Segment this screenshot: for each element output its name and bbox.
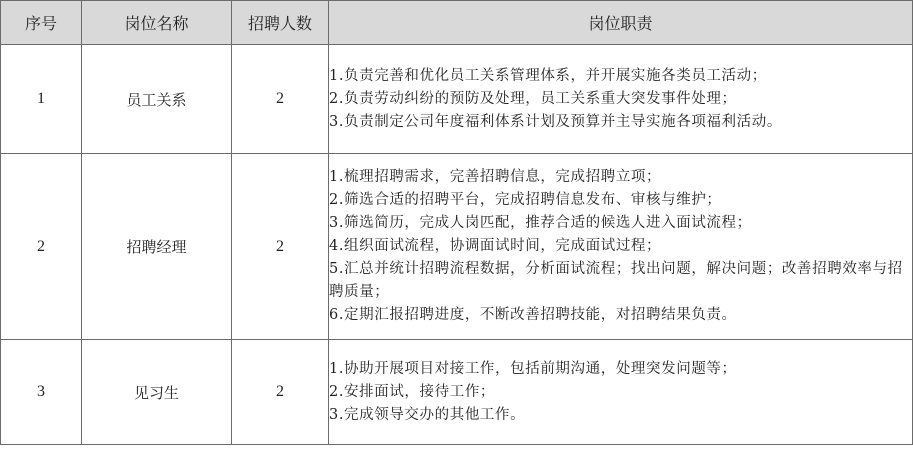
header-position: 岗位名称 [82,1,232,45]
header-duties: 岗位职责 [329,1,913,45]
duty-item: 3.负责制定公司年度福利体系计划及预算并主导实施各项福利活动。 [329,113,782,130]
header-headcount: 招聘人数 [232,1,329,45]
header-row [1,1,913,45]
row-no: 1 [1,45,82,154]
row-headcount: 2 [232,154,329,340]
duty-item: 5.汇总并统计招聘流程数据，分析面试流程；找出问题，解决问题；改善招聘效率与招聘质量； [329,261,903,300]
table-header [1,1,913,45]
row-no: 2 [1,154,82,340]
duty-item: 1.负责完善和优化员工关系管理体系，并开展实施各类员工活动； [329,67,767,84]
duty-item: 3.筛选简历，完成人岗匹配，推荐合适的候选人进入面试流程； [329,215,752,231]
row-duties [329,45,913,154]
table-row [1,154,913,340]
duty-item: 1.梳理招聘需求，完善招聘信息，完成招聘立项； [329,169,662,185]
duty-item: 2.负责劳动纠纷的预防及处理，员工关系重大突发事件处理； [329,90,737,107]
row-duties [329,340,913,445]
duty-item: 2.筛选合适的招聘平台，完成招聘信息发布、审核与维护； [329,192,722,208]
table-body [1,45,913,445]
table-row [1,340,913,445]
duty-item: 4.组织面试流程，协调面试时间，完成面试过程； [329,238,662,254]
duty-item: 2.安排面试，接待工作； [329,383,496,400]
header-no: 序号 [1,1,82,45]
row-position: 见习生 [82,340,232,445]
row-headcount: 2 [232,45,329,154]
duty-item: 3.完成领导交办的其他工作。 [329,406,526,423]
row-no: 3 [1,340,82,445]
row-duties [329,154,913,340]
row-headcount: 2 [232,340,329,445]
row-position: 招聘经理 [82,154,232,340]
duty-item: 6.定期汇报招聘进度，不断改善招聘技能，对招聘结果负责。 [329,307,737,323]
row-position: 员工关系 [82,45,232,154]
duty-item: 1.协助开展项目对接工作，包括前期沟通，处理突发问题等； [329,360,737,377]
table-row [1,45,913,154]
